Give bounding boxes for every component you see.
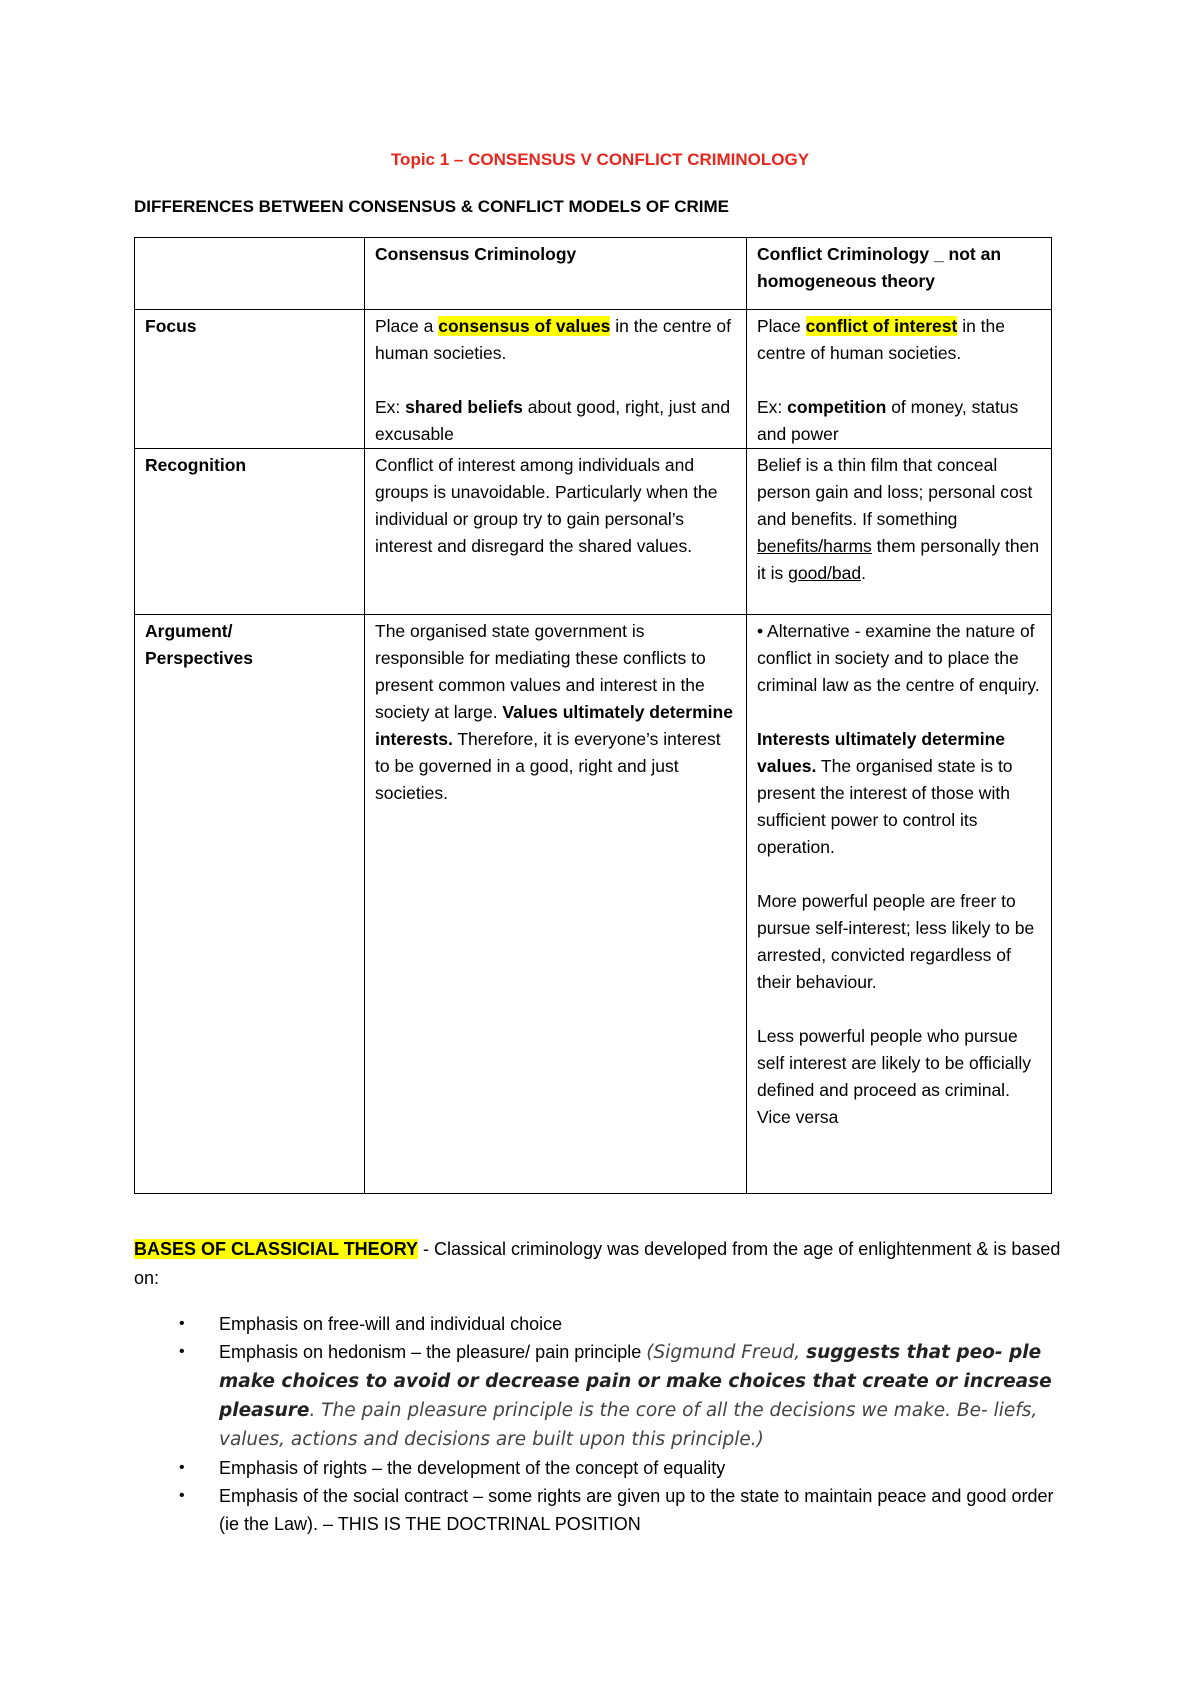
bases-list: [134, 1310, 1069, 1538]
list-item: [179, 1482, 1069, 1538]
freud-note-close: . The pain pleasure principle is the core of all the decisions we make. Be- liefs, values, actions and decisions are built upon this principle.): [219, 1400, 1038, 1450]
argument-consensus-cell: [365, 615, 747, 1194]
bases-paragraph: [134, 1235, 1064, 1293]
page-title: Topic 1 – CONSENSUS V CONFLICT CRIMINOLOGY: [390, 150, 810, 169]
focus-conflict-ex-prefix: Ex:: [757, 397, 788, 417]
list-item-text: Emphasis of the social contract – some rights are given up to the state to maintain peace and good order (ie the Law). – THIS IS THE DOCTRINAL POSITION: [219, 1486, 1054, 1534]
focus-consensus-ex-bold: shared beliefs: [405, 397, 523, 417]
header-empty-cell: [135, 238, 365, 310]
focus-conflict-ex-bold: competition: [787, 397, 887, 417]
focus-conflict-post: in the centre of human societies.: [757, 316, 1006, 363]
bullet-icon: •: [179, 1315, 185, 1332]
argument-conflict-p3: More powerful people are freer to pursue self-interest; less likely to be arrested, convicted regardless of their behaviour.: [757, 891, 1035, 992]
argument-consensus-pre: The organised state government is responsible for mediating these conflicts to present common values and interest in the society at large.: [375, 621, 706, 722]
recognition-conflict-post: .: [861, 563, 866, 583]
row-label-argument-line1: Argument/: [145, 621, 233, 641]
bases-heading: BASES OF CLASSICIAL THEORY: [134, 1239, 419, 1259]
focus-conflict-pre: Place: [757, 316, 806, 336]
bases-intro: - Classical criminology was developed from the age of enlightenment & is based on:: [134, 1239, 1061, 1288]
recognition-conflict-cell: [747, 449, 1052, 615]
bullet-icon: •: [179, 1487, 185, 1504]
focus-conflict-cell: [747, 310, 1052, 449]
argument-conflict-bullet: •: [757, 621, 764, 641]
recognition-conflict-underline-2: good/bad: [788, 563, 862, 583]
focus-consensus-pre: Place a: [375, 316, 439, 336]
list-item-text: Emphasis on free-will and individual choice: [219, 1314, 563, 1334]
bullet-icon: •: [179, 1343, 185, 1360]
freud-note-bold: suggests that peo- ple make choices to avoid or decrease pain or make choices that create or increase pleasure: [219, 1342, 1052, 1421]
list-item: [179, 1338, 1069, 1454]
row-label-focus: Focus: [135, 310, 365, 449]
argument-consensus-bold: Values ultimately determine interests.: [375, 702, 733, 749]
table-row-focus: [135, 310, 1052, 449]
focus-consensus-cell: [365, 310, 747, 449]
argument-conflict-p2-bold: Interests ultimately determine values.: [757, 729, 1005, 776]
focus-consensus-ex-prefix: Ex:: [375, 397, 406, 417]
header-conflict: Conflict Criminology _ not an homogeneous theory: [747, 238, 1052, 310]
focus-conflict-ex-rest: of money, status and power: [757, 397, 1019, 444]
recognition-conflict-underline-1: benefits/harms: [757, 536, 872, 556]
table-row-argument: [135, 615, 1052, 1194]
comparison-table: [134, 237, 1052, 1194]
recognition-consensus-cell: Conflict of interest among individuals and groups is unavoidable. Particularly when the individual or group try to gain personal’s interest and disregard the shared values.: [365, 449, 747, 615]
table-row-recognition: [135, 449, 1052, 615]
argument-consensus-post: Therefore, it is everyone’s interest to be governed in a good, right and just societies.: [375, 729, 721, 803]
section-subtitle: DIFFERENCES BETWEEN CONSENSUS & CONFLICT MODELS OF CRIME: [134, 197, 730, 216]
focus-consensus-ex-rest: about good, right, just and excusable: [375, 397, 731, 444]
row-label-argument: [135, 615, 365, 1194]
argument-conflict-cell: [747, 615, 1052, 1194]
argument-conflict-p2-rest: The organised state is to present the interest of those with sufficient power to control its operation.: [757, 756, 1013, 857]
list-item-text: Emphasis on hedonism – the pleasure/ pain principle: [219, 1342, 647, 1362]
recognition-conflict-pre: Belief is a thin film that conceal person gain and loss; personal cost and benefits. If something: [757, 455, 1033, 529]
argument-conflict-p1: Alternative - examine the nature of conflict in society and to place the criminal law as the centre of enquiry.: [757, 621, 1040, 695]
row-label-recognition: Recognition: [135, 449, 365, 615]
focus-conflict-highlight: conflict of interest: [805, 316, 958, 336]
list-item-text: Emphasis of rights – the development of the concept of equality: [219, 1458, 726, 1478]
freud-note-open: (Sigmund Freud,: [646, 1342, 807, 1363]
argument-conflict-p4: Less powerful people who pursue self interest are likely to be officially defined and proceed as criminal. Vice versa: [757, 1026, 1031, 1127]
focus-consensus-post: in the centre of human societies.: [375, 316, 732, 363]
bullet-icon: •: [179, 1459, 185, 1476]
row-label-argument-line2: Perspectives: [145, 648, 253, 668]
table-header-row: [135, 238, 1052, 310]
focus-consensus-highlight: consensus of values: [438, 316, 611, 336]
list-item: [179, 1310, 1069, 1338]
list-item: [179, 1454, 1069, 1482]
header-consensus: Consensus Criminology: [365, 238, 747, 310]
recognition-conflict-mid: them personally then it is: [757, 536, 1040, 583]
